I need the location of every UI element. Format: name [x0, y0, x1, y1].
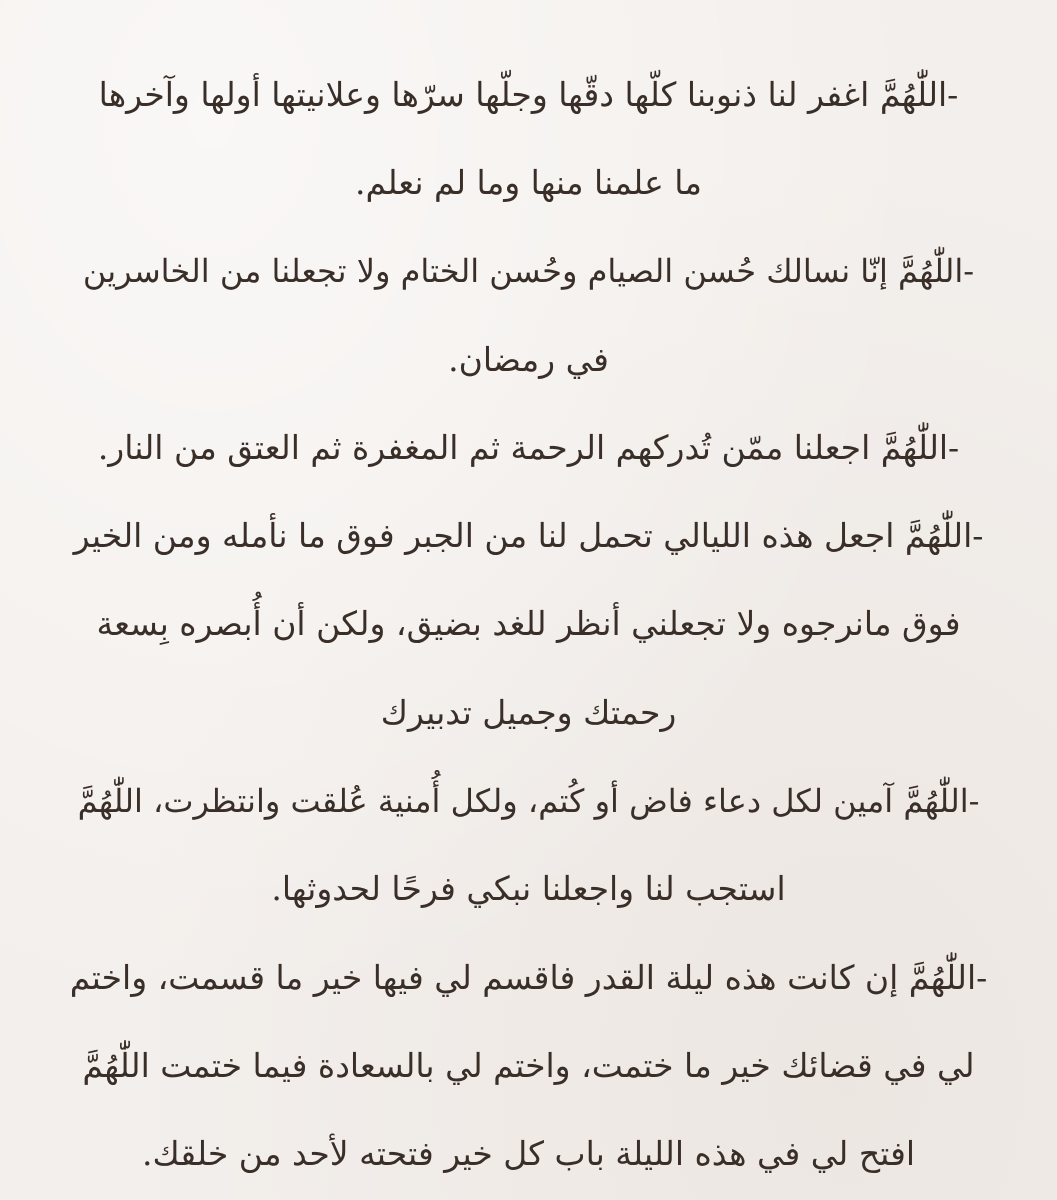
- text-line: -اللّٰهُمَّ آمين لكل دعاء فاض أو كُتم، ولكل أُمنية عُلقت وانتظرت، اللّٰهُمَّ: [77, 781, 980, 820]
- text-line: -اللّٰهُمَّ إنّا نسالك حُسن الصيام وحُسن الختام ولا تجعلنا من الخاسرين: [82, 251, 975, 290]
- text-line: ما علمنا منها وما لم نعلم.: [355, 162, 702, 202]
- text-line: -اللّٰهُمَّ إن كانت هذه ليلة القدر فاقسم لي فيها خير ما قسمت، واختم: [69, 957, 988, 997]
- text-line: رحمتك وجميل تدبيرك: [380, 692, 677, 732]
- text-line: في رمضان.: [448, 339, 609, 379]
- text-line: فوق مانرجوه ولا تجعلني أنظر للغد بضيق، ولكن أن أُبصره بِسعة: [96, 604, 961, 644]
- text-line: -اللّٰهُمَّ اجعلنا ممّن تُدركهم الرحمة ثم المغفرة ثم العتق من النار.: [97, 427, 960, 467]
- text-line: لي في قضائك خير ما ختمت، واختم لي بالسعادة فيما ختمت اللّٰهُمَّ: [82, 1045, 975, 1085]
- text-line: -اللّٰهُمَّ اغفر لنا ذنوبنا كلّها دقّها وجلّها سرّها وعلانيتها أولها وآخرها: [98, 74, 959, 114]
- text-line: استجب لنا واجعلنا نبكي فرحًا لحدوثها.: [271, 869, 786, 909]
- text-line: -اللّٰهُمَّ اجعل هذه الليالي تحمل لنا من الجبر فوق ما نأمله ومن الخير: [73, 516, 984, 556]
- text-line: افتح لي في هذه الليلة باب كل خير فتحته لأحد من خلقك.: [141, 1134, 916, 1174]
